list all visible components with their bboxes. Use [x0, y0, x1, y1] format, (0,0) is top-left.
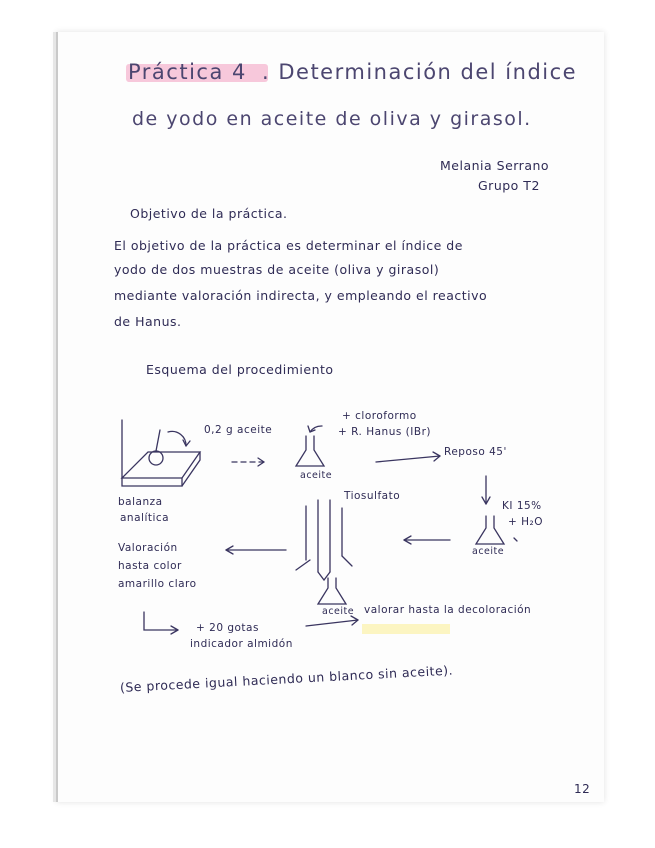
- label-titrant: Tiosulfato: [344, 490, 401, 502]
- page-title-part2: . Determinación del índice: [262, 60, 578, 84]
- label-end: valorar hasta la decoloración: [364, 604, 532, 616]
- author-name: Melania Serrano: [440, 158, 550, 173]
- page-title-part1: Práctica 4: [128, 60, 247, 84]
- procedure-note: (Se procede igual haciendo un blanco sin aceite).: [119, 662, 454, 695]
- balance-icon: [122, 452, 200, 478]
- label-titrate-1: Valoración: [118, 542, 178, 554]
- label-titrate-3: amarillo claro: [118, 578, 197, 590]
- label-drops-2: indicador almidón: [190, 638, 293, 650]
- yellow-highlight: [362, 624, 450, 634]
- label-reagents-1: + cloroformo: [342, 410, 417, 422]
- objective-line-2: yodo de dos muestras de aceite (oliva y girasol): [114, 262, 440, 277]
- label-balance-2: analítica: [120, 512, 170, 524]
- page-number: 12: [574, 782, 591, 796]
- objective-line-3: mediante valoración indirecta, y empleando el reactivo: [114, 288, 488, 303]
- objective-line-1: El objetivo de la práctica es determinar el índice de: [114, 238, 463, 253]
- burette-icon: [306, 500, 342, 572]
- flask-icon: [296, 436, 324, 466]
- objective-heading: Objetivo de la práctica.: [130, 206, 288, 221]
- page-title-line2: de yodo en aceite de oliva y girasol.: [132, 108, 532, 130]
- label-balance-1: balanza: [118, 496, 163, 508]
- label-rest: Reposo 45': [444, 446, 507, 458]
- label-titrate-2: hasta color: [118, 560, 182, 572]
- label-ki: KI 15%: [502, 500, 542, 512]
- label-drops-1: + 20 gotas: [196, 622, 259, 634]
- label-flask-2: aceite: [472, 546, 505, 557]
- label-flask-1: aceite: [300, 470, 333, 481]
- label-weigh: 0,2 g aceite: [204, 424, 273, 436]
- label-water: + H₂O: [508, 516, 544, 528]
- author-group: Grupo T2: [478, 178, 540, 193]
- label-reagents-2: + R. Hanus (IBr): [338, 426, 431, 438]
- label-flask-3: aceite: [322, 606, 355, 617]
- objective-line-4: de Hanus.: [114, 314, 182, 329]
- scheme-heading: Esquema del procedimiento: [146, 362, 334, 377]
